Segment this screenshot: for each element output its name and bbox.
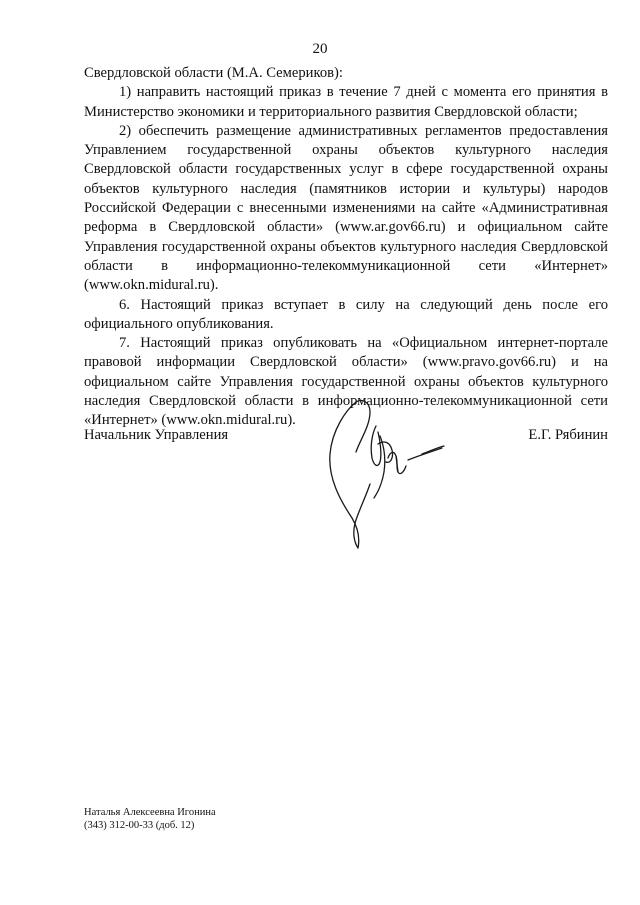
page-number: 20	[312, 41, 328, 57]
executor-info	[84, 806, 216, 832]
document-body	[84, 64, 608, 431]
executor-name: Наталья Алексеевна Игонина	[84, 807, 216, 818]
paragraph-continuation: Свердловской области (М.А. Семериков):	[84, 65, 343, 81]
signatory-title: Начальник Управления	[84, 427, 229, 443]
executor-phone: (343) 312-00-33 (доб. 12)	[84, 820, 195, 831]
paragraph-item-1: 1) направить настоящий приказ в течение 7 дней с момента его принятия в Министерство экономики и территориального развития Свердловской области;	[84, 84, 608, 120]
paragraph-item-7: 7. Настоящий приказ опубликовать на «Официальном интернет-портале правовой информации Свердловской области» (www.pravo.gov66.ru) и на официальном сайте Управления государственной охраны объектов культурного наследия Свердловской области в информационно-телекоммуникационной сети «Интернет» (www.okn.midural.ru).	[84, 335, 608, 429]
signatory-name: Е.Г. Рябинин	[528, 427, 608, 443]
handwritten-signature	[318, 392, 454, 556]
paragraph-item-2: 2) обеспечить размещение административных регламентов предоставления Управлением государственной охраны объектов культурного наследия Свердловской области государственных услуг в сфере государственной охраны объектов культурного наследия (памятников истории и культуры) народов Российской Федерации с внесенными изменениями на сайте «Административная реформа в Свердловской области» (www.ar.gov66.ru) и официальном сайте Управления государственной охраны объектов культурного наследия Свердловской области в информационно-телекоммуникационной сети «Интернет» (www.okn.midural.ru).	[84, 122, 608, 294]
paragraph-item-6: 6. Настоящий приказ вступает в силу на следующий день после его официального опубликования.	[84, 296, 608, 332]
